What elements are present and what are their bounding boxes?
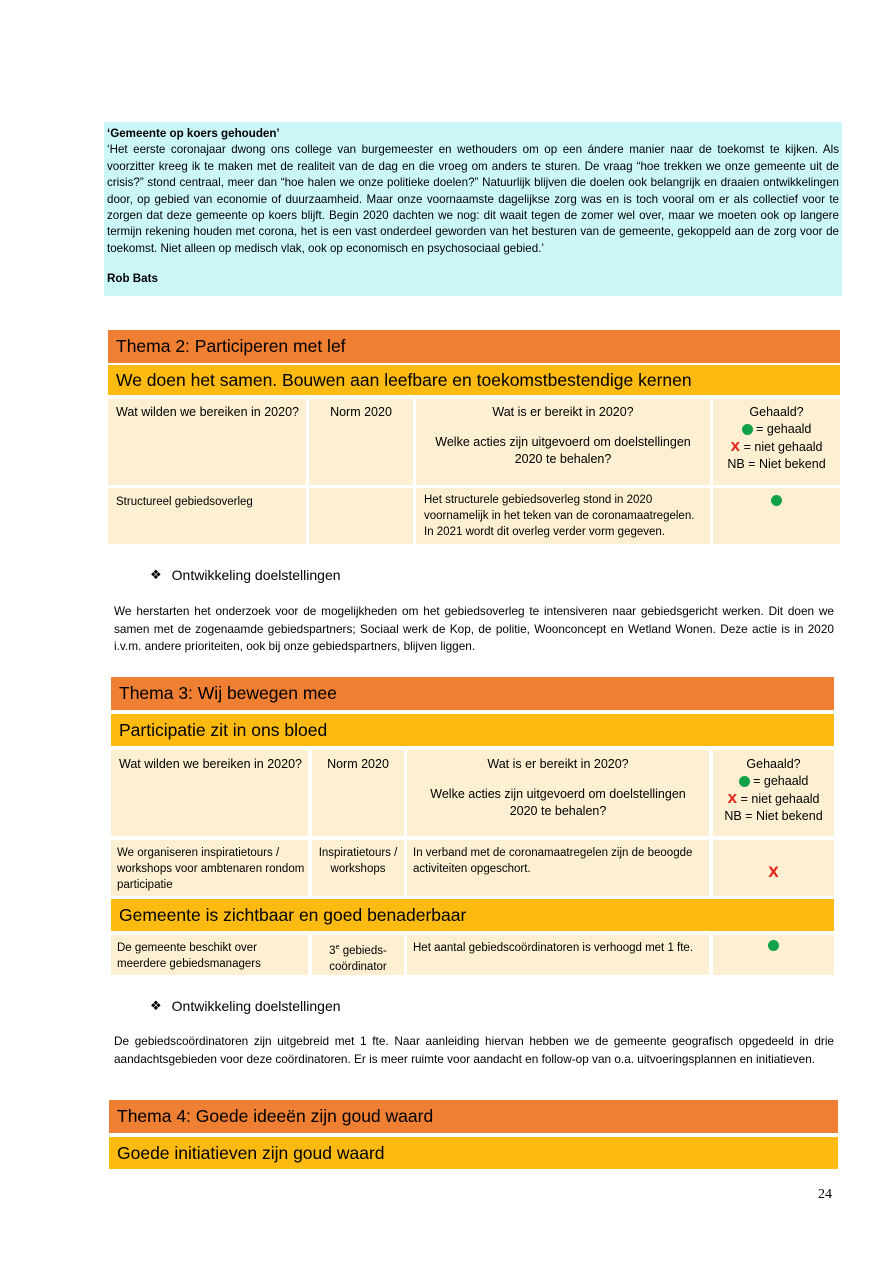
theme3-row2-status bbox=[713, 935, 834, 975]
green-dot-icon bbox=[771, 495, 782, 506]
legend-unknown: NB = Niet bekend bbox=[727, 457, 826, 471]
theme3-subtitle2: Gemeente is zichtbaar en goed benaderbaar bbox=[111, 899, 834, 931]
diamond-bullet-icon: ❖ bbox=[150, 998, 162, 1014]
quote-body: ‘Het eerste coronajaar dwong ons college van burgemeester en wethouders om op een ándere manier naar de toekomst te kijken. Als voorzitter kreeg ik te maken met de realiteit van de dag en die vroeg om anders te sturen. De vraag “hoe trekken we onze gemeente uit de crisis?” stond centraal, meer dan “hoe halen we onze politieke doelen?” Natuurlijk blijven die doelen ook belangrijk en draaien ontwikkelingen door, op gebied van economie of duurzaamheid. Maar onze voornaamste dagelijkse zorg was en is toch vooral om er als collectief voor te zorgen dat deze gemeente op koers blijft. Begin 2020 dachten we nog: dit waait tegen de zomer wel over, maar we moeten ook op langere termijn rekening houden met corona, het is een vast onderdeel geworden van het besturen van de gemeente, gekoppeld aan de zorg voor de toekomst. Niet alleen op medisch vlak, ook op economisch en psychosociaal gebied.’ bbox=[107, 143, 839, 255]
theme3-bullet-label: Ontwikkeling doelstellingen bbox=[171, 998, 341, 1014]
green-dot-icon bbox=[739, 776, 750, 787]
header-result bbox=[407, 750, 709, 836]
legend-achieved: = gehaald bbox=[753, 774, 809, 788]
quote-author: Rob Bats bbox=[107, 272, 158, 286]
diamond-bullet-icon: ❖ bbox=[150, 567, 162, 583]
theme3-row2-result: Het aantal gebiedscoördinatoren is verhoogd met 1 fte. bbox=[407, 935, 709, 975]
theme3-row2-norm-num: 3 bbox=[329, 944, 336, 957]
theme3-row1-result: In verband met de coronamaatregelen zijn de beoogde activiteiten opgeschort. bbox=[407, 840, 709, 896]
theme3-row1-norm: Inspiratietours / workshops bbox=[312, 840, 404, 896]
header-result-line2: Welke acties zijn uitgevoerd om doelstellingen 2020 te behalen? bbox=[435, 435, 691, 466]
header-norm: Norm 2020 bbox=[309, 399, 413, 485]
theme2-row-norm bbox=[309, 488, 413, 544]
theme2-bullet bbox=[150, 567, 341, 583]
theme3-row2-norm-line2: coördinator bbox=[329, 960, 387, 973]
theme3-row2-norm bbox=[312, 935, 404, 975]
legend-not-achieved: = niet gehaald bbox=[740, 792, 820, 806]
theme3-subtitle: Participatie zit in ons bloed bbox=[111, 714, 834, 746]
quote-block bbox=[104, 122, 842, 296]
header-result bbox=[416, 399, 710, 485]
red-x-icon: X bbox=[730, 439, 741, 454]
green-dot-icon bbox=[768, 940, 779, 951]
theme2-subtitle: We doen het samen. Bouwen aan leefbare en toekomstbestendige kernen bbox=[108, 365, 840, 395]
theme4-title: Thema 4: Goede ideeën zijn goud waard bbox=[109, 1100, 838, 1133]
legend-not-achieved: = niet gehaald bbox=[743, 440, 823, 454]
theme3-row1-status bbox=[713, 840, 834, 896]
theme4-subtitle: Goede initiatieven zijn goud waard bbox=[109, 1137, 838, 1169]
legend-unknown: NB = Niet bekend bbox=[724, 809, 823, 823]
theme2-bullet-label: Ontwikkeling doelstellingen bbox=[171, 567, 341, 583]
page-number: 24 bbox=[818, 1187, 832, 1202]
theme2-paragraph: We herstarten het onderzoek voor de mogelijkheden om het gebiedsoverleg te intensiveren naar gebiedsgericht werken. Dit doen we samen met de zogenaamde gebiedspartners; Sociaal werk de Kop, de politie, Woonconcept en Wetland Wonen. Deze actie is in 2020 i.v.m. andere prioriteiten, ook bij onze gebiedspartners, blijven liggen. bbox=[114, 604, 834, 653]
theme3-row1-goal: We organiseren inspiratietours / workshops voor ambtenaren rondom participatie bbox=[111, 840, 308, 896]
theme3-row2-goal: De gemeente beschikt over meerdere gebiedsmanagers bbox=[111, 935, 308, 975]
theme2-row-result: Het structurele gebiedsoverleg stond in 2020 voornamelijk in het teken van de coronamaatregelen. In 2021 wordt dit overleg verder vorm gegeven. bbox=[416, 488, 710, 544]
header-result-line1: Wat is er bereikt in 2020? bbox=[487, 757, 629, 771]
theme2-row-status bbox=[713, 488, 840, 544]
theme3-title: Thema 3: Wij bewegen mee bbox=[111, 677, 834, 710]
theme3-bullet bbox=[150, 998, 341, 1014]
header-norm: Norm 2020 bbox=[312, 750, 404, 836]
header-result-line1: Wat is er bereikt in 2020? bbox=[492, 405, 634, 419]
header-achieved-title: Gehaald? bbox=[746, 757, 801, 771]
theme2-title: Thema 2: Participeren met lef bbox=[108, 330, 840, 363]
theme2-row-goal: Structureel gebiedsoverleg bbox=[108, 488, 306, 544]
header-achieved-title: Gehaald? bbox=[749, 405, 804, 419]
green-dot-icon bbox=[742, 424, 753, 435]
red-x-icon: X bbox=[727, 791, 738, 806]
header-achieved bbox=[713, 750, 834, 836]
theme3-row2-norm-sup: e bbox=[335, 944, 340, 951]
header-goal: Wat wilden we bereiken in 2020? bbox=[108, 399, 306, 485]
red-x-icon: X bbox=[768, 865, 779, 881]
header-goal: Wat wilden we bereiken in 2020? bbox=[111, 750, 308, 836]
legend-achieved: = gehaald bbox=[756, 422, 812, 436]
header-result-line2: Welke acties zijn uitgevoerd om doelstellingen 2020 te behalen? bbox=[430, 787, 686, 818]
theme3-paragraph: De gebiedscoördinatoren zijn uitgebreid met 1 fte. Naar aanleiding hiervan hebben we de gemeente geografisch opgedeeld in drie aandachtsgebieden voor deze coördinatoren. Er is meer ruimte voor aandacht en follow-op van o.a. uitvoeringsplannen en initiatieven. bbox=[114, 1034, 834, 1066]
theme3-row2-norm-rest: gebieds- bbox=[342, 944, 387, 957]
header-achieved bbox=[713, 399, 840, 485]
quote-title: ‘Gemeente op koers gehouden’ bbox=[107, 127, 280, 140]
